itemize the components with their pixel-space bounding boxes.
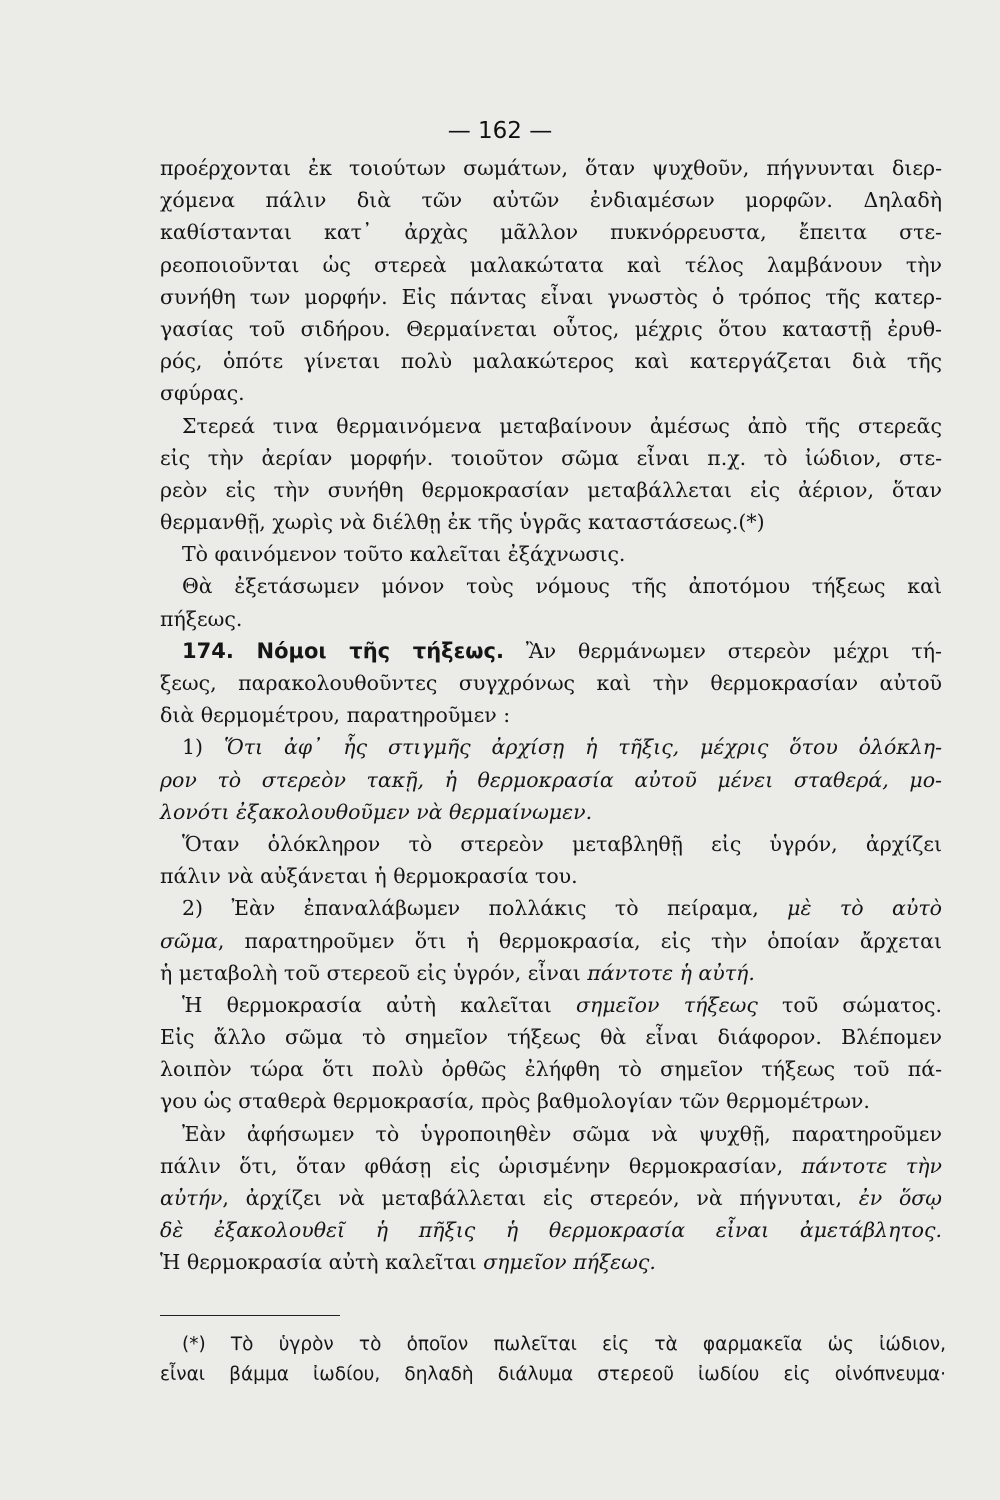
italic-text: σημεῖον τήξεως (576, 992, 758, 1017)
text-line: πήξεως. (160, 606, 243, 631)
text-line (160, 925, 942, 957)
text-line: Θὰ ἐξετάσωμεν μόνον τοὺς νόμους τῆς ἀποτόμου τήξεως καὶ (182, 574, 942, 599)
text-span: , παρατηροῦμεν ὅτι ἡ θερμοκρασία, εἰς τὴν ὁποίαν ἄρχεται (217, 928, 942, 953)
text-line: εἰς τὴν ἀερίαν μορφήν. τοιοῦτον σῶμα εἶναι π.χ. τὸ ἰώδιον, στε- (160, 445, 942, 470)
text-line (160, 1182, 942, 1214)
text-line: Τὸ φαινόμενον τοῦτο καλεῖται ἐξάχνωσις. (182, 542, 626, 567)
text-span: Ἡ θερμοκρασία αὐτὴ καλεῖται (182, 992, 577, 1017)
text-line: καθίστανται κατ᾽ ἀρχὰς μᾶλλον πυκνόρρευστα, ἔπειτα στε- (160, 220, 942, 245)
text-span: 2) Ἐὰν ἐπαναλάβωμεν πολλάκις τὸ πείραμα, (182, 896, 788, 921)
text-line: ρον τὸ στερεὸν τακῇ, ἡ θερμοκρασία αὐτοῦ μένει σταθερά, μο- (160, 767, 942, 792)
text-line: διὰ θερμομέτρου, παρατηροῦμεν : (160, 703, 511, 728)
text-line: ρεὸν εἰς τὴν συνήθη θερμοκρασίαν μεταβάλλεται εἰς ἀέριον, ὅταν (160, 477, 942, 502)
text-line: Ὅταν ὁλόκληρον τὸ στερεὸν μεταβληθῇ εἰς ὑγρόν, ἀρχίζει (182, 831, 942, 856)
text-line: Εἰς ἄλλο σῶμα τὸ σημεῖον τήξεως θὰ εἶναι διάφορον. Βλέπομεν (160, 1025, 942, 1050)
text-line: γασίας τοῦ σιδήρου. Θερμαίνεται οὗτος, μέχρις ὅτου καταστῇ ἐρυθ- (160, 316, 942, 341)
text-line: χόμενα πάλιν διὰ τῶν αὐτῶν ἐνδιαμέσων μορφῶν. Δηλαδὴ (160, 188, 942, 213)
footnote-divider (160, 1315, 340, 1316)
text-line: λονότι ἐξακολουθοῦμεν νὰ θερμαίνωμεν. (160, 799, 593, 824)
text-line: δὲ ἐξακολουθεῖ ἡ πῆξις ἡ θερμοκρασία εἶναι ἀμετάβλητος. (160, 1218, 942, 1243)
text-span: Ἡ θερμοκρασία αὐτὴ καλεῖται (160, 1250, 484, 1275)
italic-text: πάντοτε τὴν (801, 1153, 943, 1178)
text-line: θερμανθῇ, χωρὶς νὰ διέλθῃ ἐκ τῆς ὑγρᾶς καταστάσεως.(*) (160, 510, 765, 535)
text-line: γου ὡς σταθερὰ θερμοκρασία, πρὸς βαθμολογίαν τῶν θερμομέτρων. (160, 1089, 870, 1114)
text-line: λοιπὸν τώρα ὅτι πολὺ ὀρθῶς ἐλήφθη τὸ σημεῖον τήξεως τοῦ πά- (160, 1057, 942, 1082)
text-line (160, 731, 942, 763)
section-heading-line (160, 635, 942, 667)
text-span: , ἀρχίζει νὰ μεταβάλλεται εἰς στερεόν, νὰ πήγνυται, (222, 1186, 859, 1210)
text-line (160, 989, 942, 1021)
italic-text: Ὅτι ἀφ᾽ ἧς στιγμῆς ἀρχίσῃ ἡ τῆξις, μέχρις ὅτου ὁλόκλη- (223, 735, 942, 760)
italic-text: αὐτήν (160, 1186, 223, 1210)
text-line: προέρχονται ἐκ τοιούτων σωμάτων, ὅταν ψυχθοῦν, πήγνυνται διερ- (160, 156, 942, 180)
text-line (160, 957, 942, 989)
footnote-line: (*) Τὸ ὑγρὸν τὸ ὁποῖον πωλεῖται εἰς τὰ φαρμακεῖα ὡς ἰώδιον, (182, 1334, 946, 1355)
footnote (160, 1330, 946, 1390)
text-line: Ἐὰν ἀφήσωμεν τὸ ὑγροποιηθὲν σῶμα νὰ ψυχθῇ, παρατηροῦμεν (182, 1121, 942, 1146)
text-span: Ἂν θερμάνωμεν στερεὸν μέχρι τή- (503, 638, 942, 663)
italic-text: πάντοτε ἡ αὐτή. (587, 960, 755, 985)
text-line: πάλιν νὰ αὐξάνεται ἡ θερμοκρασία του. (160, 864, 578, 889)
italic-text: μὲ τὸ αὐτὸ (787, 896, 943, 921)
list-number: 1) (182, 735, 224, 760)
section-heading: 174. Νόμοι τῆς τήξεως. (182, 638, 504, 663)
italic-text: σῶμα (160, 928, 218, 953)
text-line: σφύρας. (160, 381, 245, 406)
italic-text: σημεῖον πήξεως. (483, 1250, 656, 1275)
footnote-line: εἶναι βάμμα ἰωδίου, δηλαδὴ διάλυμα στερεοῦ ἰωδίου εἰς οἰνόπνευμα· (160, 1364, 946, 1385)
text-line: ρός, ὁπότε γίνεται πολὺ μαλακώτερος καὶ κατεργάζεται διὰ τῆς (160, 349, 942, 374)
text-line: συνήθη των μορφήν. Εἰς πάντας εἶναι γνωστὸς ὁ τρόπος τῆς κατερ- (160, 284, 942, 309)
text-line (160, 1246, 942, 1278)
italic-text: ἐν ὅσῳ (858, 1186, 943, 1210)
text-line: ξεως, παρακολουθοῦντες συγχρόνως καὶ τὴν θερμοκρασίαν αὐτοῦ (160, 671, 942, 695)
text-line: Στερεά τινα θερμαινόμενα μεταβαίνουν ἀμέσως ἀπὸ τῆς στερεᾶς (182, 413, 942, 438)
text-span: τοῦ σώματος. (757, 992, 942, 1017)
text-span: πάλιν ὅτι, ὅταν φθάσῃ εἰς ὡρισμένην θερμοκρασίαν, (160, 1153, 802, 1178)
text-line: ρεοποιοῦνται ὡς στερεὰ μαλακώτατα καὶ τέλος λαμβάνουν τὴν (160, 252, 942, 277)
text-line (160, 892, 942, 924)
page-number: — 162 — (447, 118, 553, 144)
text-line (160, 1150, 942, 1182)
body-text (160, 152, 942, 1279)
text-span: ἡ μεταβολὴ τοῦ στερεοῦ εἰς ὑγρόν, εἶναι (160, 960, 588, 985)
